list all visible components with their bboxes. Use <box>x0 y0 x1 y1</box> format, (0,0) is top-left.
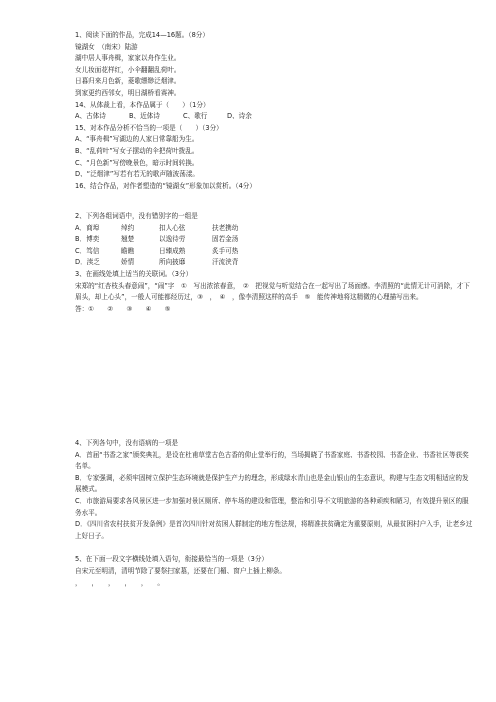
poem-line: 湖中居人事舟楫，家家以舟作生业。 <box>75 54 181 63</box>
question-3-text: 宋郑的“红杏枝头春意闹”，“闹”字 ① 写出浓浓春意， ② 把视觉与听觉结合在一起写出了场面感。李清照的“此情无计可消除，才下眉头，却上心头”，一般人可能都经历过，③ ， ④ ，像李清照这样的高手 ⑤ 能传神地将这精微的心理描写出来。 <box>75 281 470 302</box>
question-14-options <box>75 111 475 123</box>
word-cell: 以逸待劳 <box>159 235 186 244</box>
option-d: D、诗余 <box>227 112 252 121</box>
word-cell: 翘楚 <box>121 235 135 244</box>
word-cell: 扶老携幼 <box>212 223 239 232</box>
question-5-stem: 5、在下面一段文字横线处填入语句，衔接最恰当的一项是（3分） <box>75 555 269 564</box>
poem-line: 日暮归来月色新，菱歌缥缈泛烟津。 <box>75 77 181 86</box>
poem-title: 镜湖女 （南宋）陆游 <box>75 42 138 51</box>
word-cell: C．笃信 <box>75 246 100 255</box>
question-4-5 <box>75 438 475 589</box>
option-b: B、近体诗 <box>129 112 160 121</box>
option-a: A．首届“书香之家”颁奖典礼，是设在杜甫草堂古色古香的仰止堂举行的，当场揭晓了书香家庭、书香校园、书香企业、书香社区等获奖名单。 <box>75 450 469 471</box>
blank-line: ， ， ， ， ， 。 <box>75 578 164 587</box>
word-cell: 日臻成熟 <box>159 246 186 255</box>
word-cell: 绰约 <box>121 223 135 232</box>
option-c: C．市旅游局要求各风景区进一步加强对景区厕所、停车场的建设和管理，整治和引导不文明旅游的各种顽疾和陋习，有效提升景区的服务水平。 <box>75 496 469 517</box>
word-cell: 瞻瞧 <box>121 246 135 255</box>
word-cell: A．商埠 <box>75 223 100 232</box>
question-15-stem: 15、对本作品分析不恰当的一项是（ ）（3分） <box>75 123 223 132</box>
option-c: C、歌行 <box>183 112 208 121</box>
poem-line: 到家更约西邻女，明日湖桥看赛神。 <box>75 88 181 97</box>
word-row <box>75 223 475 235</box>
word-cell: 固若金汤 <box>212 235 239 244</box>
option-a: A、古体诗 <box>75 112 106 121</box>
question-1-stem: 1、阅读下面的作品，完成14—16题。（8分） <box>75 31 209 39</box>
word-row <box>75 246 475 258</box>
word-cell: 所向披靡 <box>159 258 186 267</box>
question-2-stem: 2、下列各组词语中，没有错别字的一组是 <box>75 212 198 220</box>
option-d: D．《四川省农村扶贫开发条例》是首次四川针对贫困人群制定的地方性法规，将精准扶贫确定为重要原则，从最贫困村户入手，让老乡过上好日子。 <box>75 520 473 540</box>
question-16-stem: 16、结合作品，对作者塑造的“镜湖女”形象加以赏析。（4分） <box>75 181 256 190</box>
word-row <box>75 234 475 246</box>
word-cell: D．渎乏 <box>75 258 100 267</box>
word-cell: 炙手可热 <box>212 246 239 255</box>
option-c: C、“月色新”写傍晚景色，暗示时间转换。 <box>75 158 199 167</box>
question-1 <box>75 30 475 192</box>
word-row <box>75 257 475 269</box>
word-cell: B．博奕 <box>75 235 100 244</box>
option-a: A、“事舟楫”写湖边的人家日常靠船为生。 <box>75 135 199 144</box>
option-b: B．专家强调，必须牢固树立保护生态环境就是保护生产力的理念，形成绿水青山也是金山银山的生态意识，构建与生态文明相适应的发展模式。 <box>75 473 469 494</box>
option-b: B、“乱荷叶”写女子摆动的伞把荷叶拨乱。 <box>75 146 199 155</box>
question-5-text: 自宋元至明清，清明节除了要祭扫家墓，还要在门楣、窗户上插上柳条。 <box>75 566 286 575</box>
poem-line: 女儿妆面花样红，小伞翻翻乱荷叶。 <box>75 65 181 74</box>
word-cell: 扣人心弦 <box>159 223 186 232</box>
option-d: D、“泛烟津”写若有若无的歌声随波荡漾。 <box>75 170 200 179</box>
word-cell: 汗流浃背 <box>212 258 239 267</box>
word-cell: 娇情 <box>121 258 135 267</box>
question-4-stem: 4、下列各句中，没有语病的一项是 <box>75 439 179 447</box>
question-2-3 <box>75 211 475 315</box>
question-3-stem: 3、在画线处填上适当的关联词。（3分） <box>75 269 193 278</box>
answer-line: 答：① ② ③ ④ ⑤ <box>75 304 171 313</box>
question-14-stem: 14、从体裁上看，本作品属于（ ）（1分） <box>75 100 210 109</box>
